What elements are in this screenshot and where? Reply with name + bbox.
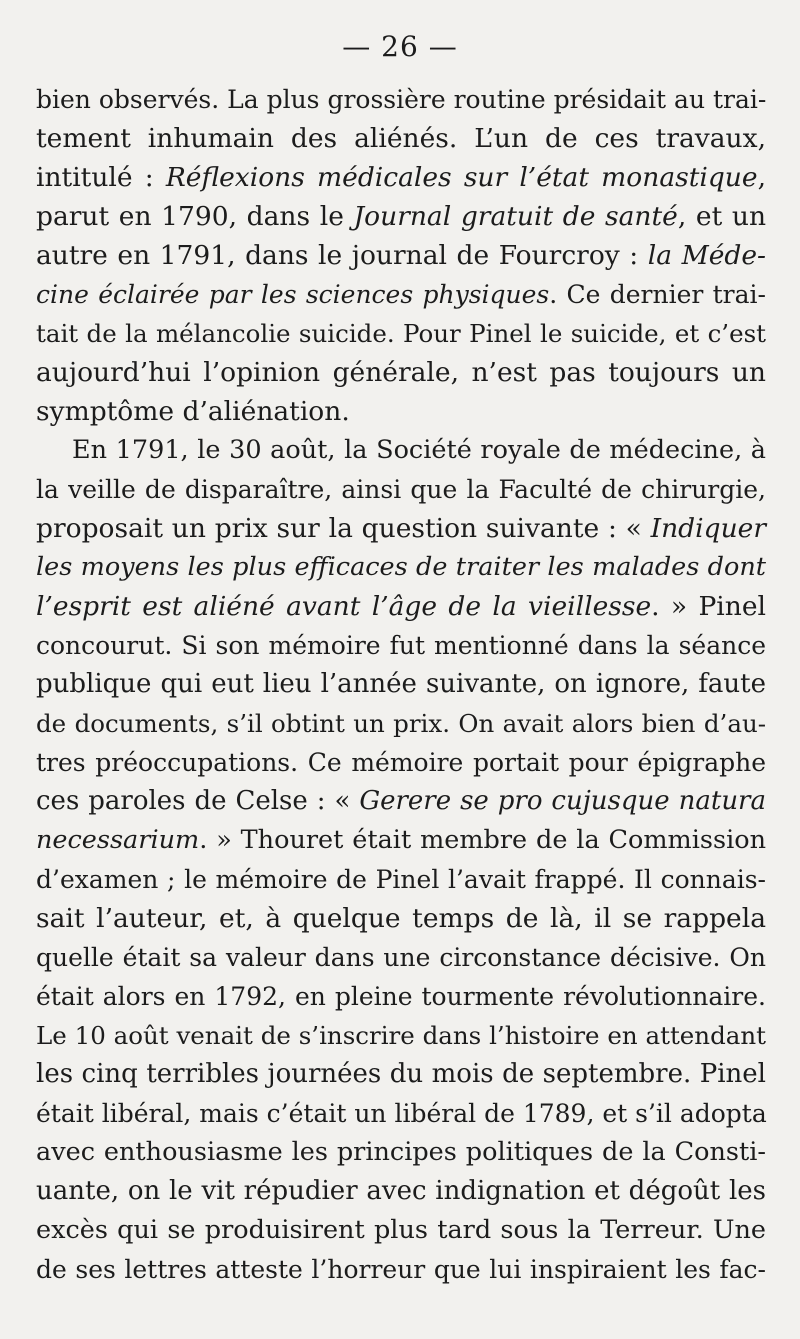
text-segment: concourut. Si son mémoire fut mentionné dans la séance	[36, 631, 766, 660]
italic-text-segment: Gerere se pro cujusque natura	[359, 786, 766, 816]
text-segment: quelle était sa valeur dans une circonstance décisive. On	[36, 943, 766, 972]
text-segment: de documents, s’il obtint un prix. On avait alors bien d’au-	[36, 709, 766, 738]
text-segment: excès qui se produisirent plus tard sous la Terreur. Une	[36, 1215, 766, 1245]
text-segment: les cinq terribles journées du mois de septembre. Pinel	[36, 1059, 766, 1089]
text-line	[36, 743, 766, 782]
italic-text-segment: cine éclairée par les sciences physiques	[36, 280, 550, 309]
text-line	[36, 626, 766, 665]
text-segment: aujourd’hui l’opinion générale, n’est pas toujours un	[36, 357, 766, 388]
text-segment: symptôme d’aliénation.	[36, 396, 350, 427]
text-line	[36, 158, 766, 197]
text-segment: uante, on le vit répudier avec indignation et dégoût les	[36, 1176, 766, 1206]
text-segment: . » Pinel	[651, 591, 766, 622]
text-line	[36, 1055, 766, 1094]
text-line	[36, 860, 766, 899]
text-line	[36, 314, 766, 353]
text-segment: d’examen ; le mémoire de Pinel l’avait frappé. Il connais-	[36, 865, 766, 894]
text-line	[36, 782, 766, 821]
text-line	[36, 821, 766, 860]
text-segment: bien observés. La plus grossière routine présidait au trai-	[36, 85, 767, 114]
text-segment: publique qui eut lieu l’année suivante, on ignore, faute	[36, 669, 766, 699]
text-segment: . Ce dernier trai-	[549, 280, 766, 309]
text-line	[36, 275, 766, 314]
text-segment: tres préoccupations. Ce mémoire portait pour épigraphe	[36, 748, 766, 777]
text-segment: tait de la mélancolie suicide. Pour Pinel le suicide, et c’est	[36, 319, 766, 348]
text-segment: ,	[757, 162, 766, 193]
text-segment: Le 10 août venait de s’inscrire dans l’histoire en attendant	[36, 1021, 766, 1050]
text-segment: la veille de disparaître, ainsi que la Faculté de chirurgie,	[36, 475, 766, 504]
text-line	[36, 704, 766, 743]
text-segment: intitulé :	[36, 162, 166, 193]
text-segment: était libéral, mais c’était un libéral de 1789, et s’il adopta	[36, 1099, 767, 1128]
text-segment: parut en 1790, dans le	[36, 201, 354, 232]
italic-text-segment: Journal gratuit de santé	[353, 201, 678, 232]
page-number: — 26 —	[342, 30, 458, 63]
italic-text-segment: necessarium	[36, 825, 200, 855]
text-line	[36, 1250, 766, 1289]
text-segment: autre en 1791, dans le journal de Fourcroy :	[36, 240, 648, 271]
italic-text-segment: Indiquer	[650, 513, 766, 544]
text-line	[36, 236, 766, 275]
text-segment: ces paroles de Celse : «	[36, 786, 360, 816]
text-line	[36, 1133, 766, 1172]
text-line	[36, 353, 766, 392]
text-line	[36, 1211, 766, 1250]
text-line	[36, 80, 766, 119]
text-line	[36, 938, 766, 977]
text-line	[36, 1094, 766, 1133]
text-segment: tement inhumain des aliénés. L’un de ces travaux,	[36, 123, 766, 154]
text-line	[36, 977, 766, 1016]
text-line	[36, 470, 766, 509]
text-segment: avec enthousiasme les principes politiques de la Consti-	[36, 1137, 766, 1167]
text-segment: , et un	[677, 201, 767, 232]
text-line	[36, 1016, 766, 1055]
text-line	[36, 899, 766, 938]
text-segment: En 1791, le 30 août, la Société royale de médecine, à	[72, 435, 766, 465]
italic-text-segment: l’esprit est aliéné avant l’âge de la vieillesse	[36, 591, 652, 622]
text-segment: de ses lettres atteste l’horreur que lui inspiraient les fac-	[36, 1255, 766, 1284]
italic-text-segment: la Méde-	[647, 240, 766, 271]
text-line	[36, 431, 766, 470]
text-line	[36, 665, 766, 704]
text-line	[36, 392, 766, 431]
text-line	[36, 509, 766, 548]
text-line	[36, 119, 766, 158]
text-segment: proposait un prix sur la question suivante : «	[36, 513, 651, 544]
body-text	[36, 80, 766, 1289]
italic-text-segment: les moyens les plus efficaces de traiter les malades dont	[36, 552, 766, 582]
text-line	[36, 548, 766, 587]
text-line	[36, 1172, 766, 1211]
text-line	[36, 587, 766, 626]
text-segment: était alors en 1792, en pleine tourmente révolutionnaire.	[36, 982, 766, 1011]
italic-text-segment: Réflexions médicales sur l’état monastique	[165, 162, 758, 193]
text-line	[36, 197, 766, 236]
text-segment: . » Thouret était membre de la Commission	[199, 825, 766, 855]
text-segment: sait l’auteur, et, à quelque temps de là, il se rappela	[36, 903, 766, 934]
